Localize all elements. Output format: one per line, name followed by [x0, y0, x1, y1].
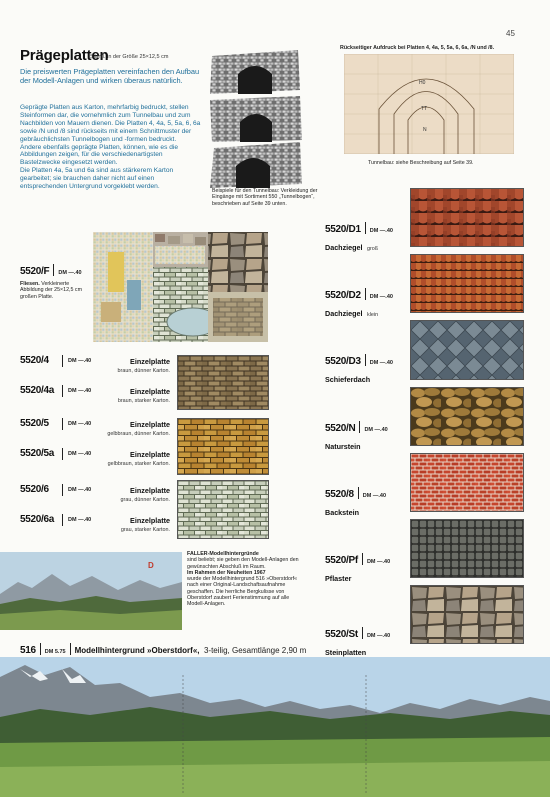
- hintergrund-photo: [0, 552, 182, 630]
- product-code: 5520/D2: [325, 290, 361, 301]
- product-name: Dachziegel: [325, 243, 363, 252]
- product-name: Modellhintergrund »Oberstdorf«,: [74, 646, 200, 655]
- schnitt-label: TT: [421, 106, 428, 112]
- product-code: 5520/6: [20, 484, 49, 495]
- separator: [362, 627, 363, 639]
- schnitt-caption: Tunnelbau: siehe Beschreibung auf Seite 39.: [368, 160, 474, 166]
- product-price: DM —.40: [366, 559, 391, 565]
- product-row-5520-d1: [325, 219, 393, 255]
- swatch-steinplatten: [410, 585, 524, 644]
- product-price: DM —.40: [68, 517, 92, 523]
- swatch-naturstein: [410, 387, 524, 446]
- product-price: DM —.40: [364, 427, 388, 433]
- tunnel-caption: Beispiele für den Tunnelbau: Verkleidung der Eingänge mit Sortiment 550 „Tunnelbogen“, beschrieben auf Seite 39 unten.: [212, 188, 318, 207]
- swatch-schieferdach: [410, 320, 524, 380]
- product-code: 5520/D1: [325, 224, 361, 235]
- tunnel-photos: [210, 50, 305, 190]
- product-name: Backstein: [325, 508, 359, 517]
- product-code: 5520/6a: [20, 514, 55, 525]
- tunnel-photo: [210, 50, 300, 94]
- separator: [62, 514, 63, 526]
- product-row-516: [20, 640, 306, 658]
- separator: [365, 354, 366, 366]
- product-name: Einzelplatte: [130, 486, 170, 495]
- fliesen-collage: [93, 232, 268, 342]
- product-code: 516: [20, 645, 36, 656]
- product-row-5520-5: [20, 418, 170, 437]
- product-price: DM 5.75: [44, 649, 66, 655]
- product-name: Naturstein: [325, 442, 361, 451]
- product-name: Einzelplatte: [130, 516, 170, 525]
- separator: [62, 385, 63, 397]
- product-row-5520-pf: [325, 550, 390, 586]
- product-name: Schieferdach: [325, 375, 371, 384]
- product-desc: klein: [367, 312, 379, 318]
- product-row-5520-4a: [20, 385, 170, 404]
- tunnel-photo: [210, 96, 302, 142]
- product-desc: 3-teilig, Gesamtlänge 2,90 m: [203, 646, 307, 655]
- product-desc: grau, starker Karton.: [120, 527, 170, 533]
- hintergrund-text1: sind beliebt; sie geben den Modell-Anlagen den gewünschten Abschluß im Raum.: [187, 557, 299, 570]
- tunnel-photo: [210, 142, 302, 188]
- panorama-image: [0, 657, 550, 797]
- product-code: 5520/F: [20, 266, 50, 277]
- product-name: Steinplatten: [325, 648, 367, 657]
- product-desc: braun, dünner Karton.: [117, 368, 170, 374]
- product-desc: grau, dünner Karton.: [120, 497, 170, 503]
- product-price: DM —.40: [68, 358, 92, 364]
- schnitt-diagram: [344, 54, 514, 154]
- product-row-5520-6: [20, 484, 170, 503]
- product-price: DM —.40: [68, 487, 92, 493]
- fliesen-caption: [20, 281, 82, 300]
- hintergrund-head: FALLER-Modellhintergründe: [187, 551, 259, 557]
- separator: [62, 418, 63, 430]
- separator: [40, 643, 41, 655]
- product-price: DM —.40: [369, 228, 393, 234]
- swatch-brown-brick: [177, 355, 269, 410]
- product-row-5520-n: [325, 418, 388, 454]
- product-desc: braun, starker Karton.: [117, 398, 170, 404]
- swatch-pflaster: [410, 519, 524, 578]
- product-row-5520-4: [20, 355, 170, 374]
- product-code: 5520/Pf: [325, 555, 358, 566]
- product-row-5520-st: [325, 624, 390, 660]
- product-desc: gelbbraun, dünner Karton.: [107, 431, 170, 437]
- product-name: Einzelplatte: [130, 357, 170, 366]
- separator: [359, 421, 360, 433]
- product-name: Dachziegel: [325, 309, 363, 318]
- product-code: 5520/St: [325, 629, 358, 640]
- product-price: DM —.40: [362, 493, 387, 499]
- product-code: 5520/8: [325, 489, 354, 500]
- product-row-5520-8: [325, 484, 386, 520]
- product-price: DM —.40: [68, 421, 92, 427]
- swatch-dachziegel-klein: [410, 254, 524, 313]
- separator: [53, 264, 54, 276]
- separator: [362, 553, 363, 565]
- separator: [365, 288, 366, 300]
- product-price: DM —.40: [68, 388, 92, 394]
- hintergrund-badge: D: [148, 561, 154, 570]
- schnitt-label: H0: [419, 80, 426, 86]
- schnitt-label: N: [423, 127, 427, 133]
- swatch-grey-brick: [177, 480, 269, 539]
- title-subtitle: Sämtl. in der Größe 25×12,5 cm: [90, 54, 169, 60]
- swatch-backstein: [410, 453, 524, 512]
- product-code: 5520/5a: [20, 448, 55, 459]
- fliesen-name: Fliesen.: [20, 281, 40, 287]
- product-price: DM —.40: [68, 451, 92, 457]
- swatch-dachziegel-gross: [410, 188, 524, 247]
- body-text: [20, 104, 202, 191]
- hintergrund-text: [187, 551, 307, 608]
- product-price: DM —.40: [58, 270, 82, 276]
- schnitt-title: Rückseitiger Aufdruck bei Platten 4, 4a, 5, 5a, 6, 6a, /N und /8.: [340, 45, 495, 51]
- product-code: 5520/5: [20, 418, 49, 429]
- separator: [62, 484, 63, 496]
- separator: [62, 448, 63, 460]
- product-price: DM —.40: [366, 633, 391, 639]
- body-paragraph: Geprägte Platten aus Karton, mehrfarbig bedruckt, stellen Steinformen dar, die vornehmlich zum Tunnelbau und zum Nachbilden von Mauern dienen. Die Platten 4, 4a, 5, 5a, 6, 6a sowie /N und /8 sind rückseits mit einem Schnittmuster der gebräuchlichsten Tunnelbogen und -formen bedruckt.: [20, 104, 201, 143]
- hintergrund-text2: wurde der Modellhintergrund 516 »Oberstdorf« nach einer Original-Landschaftsaufnahme geschaffen. Die herrliche Bergkulisse von Oberstdorf zaubert Ferienstimmung auf alle Modell-Anlagen.: [187, 576, 298, 608]
- fliesen-desc: Verkleinerte Abbildung der 25×12,5 cm großen Platte.: [20, 281, 82, 300]
- product-row-5520-d2: [325, 285, 393, 321]
- product-row-5520-d3: [325, 351, 393, 387]
- product-name: Einzelplatte: [130, 387, 170, 396]
- swatch-yellow-brick: [177, 418, 269, 475]
- separator: [358, 487, 359, 499]
- body-paragraph: Andere ebenfalls geprägte Platten, können, wie es die Abbildungen zeigen, für die verschiedenartigsten Bastelzwecke eingesetzt werden.: [20, 143, 178, 167]
- product-price: DM —.40: [369, 294, 393, 300]
- product-desc: gelbbraun, starker Karton.: [107, 461, 170, 467]
- product-row-5520-5a: [20, 448, 170, 467]
- fliesen-header: [20, 261, 82, 279]
- separator: [70, 643, 71, 655]
- separator: [62, 355, 63, 367]
- page-number: 45: [506, 29, 515, 38]
- product-name: Einzelplatte: [130, 450, 170, 459]
- product-name: Einzelplatte: [130, 420, 170, 429]
- product-code: 5520/D3: [325, 356, 361, 367]
- product-row-5520-6a: [20, 514, 170, 533]
- separator: [365, 222, 366, 234]
- body-paragraph: Die Platten 4a, 5a und 6a sind aus stärkerem Karton gearbeitet; sie brauchen daher nicht auf einen entsprechenden Untergrund vorgeklebt werden.: [20, 167, 174, 191]
- product-price: DM —.40: [369, 360, 393, 366]
- product-code: 5520/4a: [20, 385, 55, 396]
- page-title: Prägeplatten: [20, 47, 109, 64]
- hintergrund-head2: Im Rahmen der Neuheiten 1967: [187, 569, 266, 576]
- product-code: 5520/4: [20, 355, 49, 366]
- intro-text: Die preiswerten Prägeplatten vereinfachen den Aufbau der Modell-Anlagen und wirken überaus natürlich.: [20, 67, 200, 85]
- product-desc: groß: [367, 246, 379, 252]
- product-name: Pflaster: [325, 574, 352, 583]
- product-code: 5520/N: [325, 423, 356, 434]
